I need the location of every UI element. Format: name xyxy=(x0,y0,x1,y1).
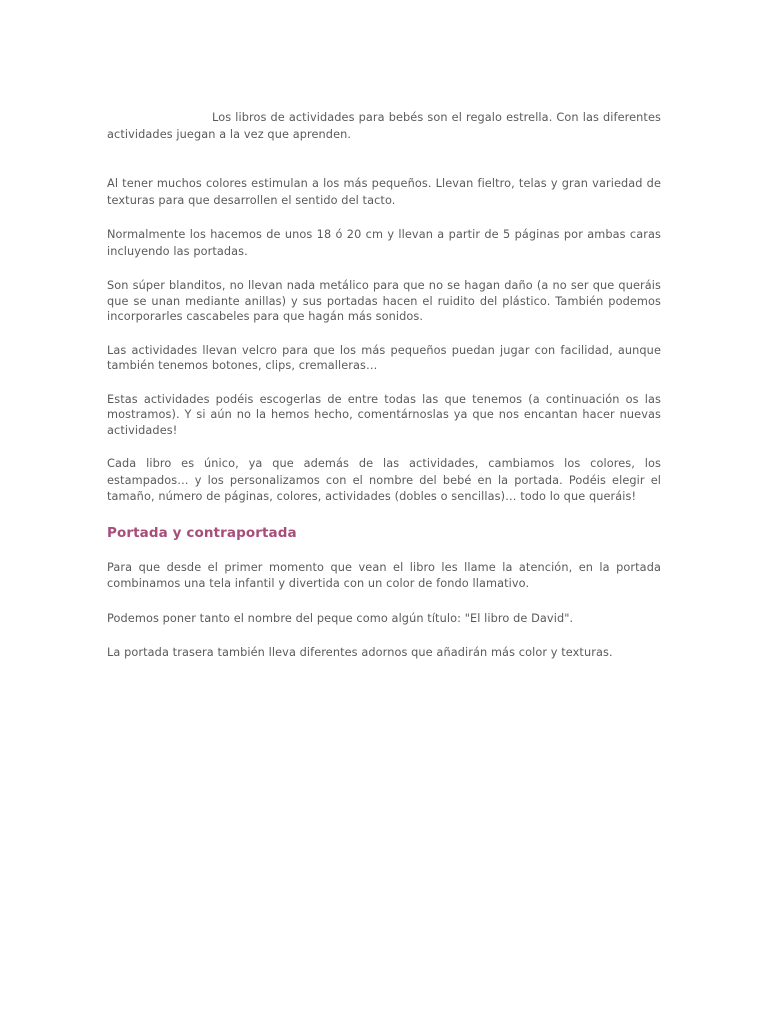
paragraph-soft: Son súper blanditos, no llevan nada metálico para que no se hagan daño (a no ser que queráis que se unan mediante anillas) y sus portadas hacen el ruidito del plástico. También podemos incorporarles cascabeles para que hagán más sonidos. xyxy=(107,279,661,323)
document-page xyxy=(107,110,661,662)
paragraph-cover: Para que desde el primer momento que vean el libro les llame la atención, en la portada combinamos una tela infantil y divertida con un color de fondo llamativo. xyxy=(107,560,661,590)
paragraph-back: La portada trasera también lleva diferentes adornos que añadirán más color y texturas. xyxy=(107,646,613,659)
paragraph-unique: Cada libro es único, ya que además de las actividades, cambiamos los colores, los estampados… y los personalizamos con el nombre del bebé en la portada. Podéis elegir el tamaño, número de páginas, colores, actividades (dobles o sencillas)… todo lo que queráis! xyxy=(107,457,661,503)
paragraph-size: Normalmente los hacemos de unos 18 ó 20 cm y llevan a partir de 5 páginas por ambas caras incluyendo las portadas. xyxy=(107,228,661,258)
paragraph-intro: Los libros de actividades para bebés son el regalo estrella. Con las diferentes actividades juegan a la vez que aprenden. xyxy=(107,111,661,141)
paragraph-colors: Al tener muchos colores estimulan a los más pequeños. Llevan fieltro, telas y gran variedad de texturas para que desarrollen el sentido del tacto. xyxy=(107,177,661,207)
paragraph-title: Podemos poner tanto el nombre del peque como algún título: "El libro de David". xyxy=(107,611,574,625)
paragraph-velcro: Las actividades llevan velcro para que los más pequeños puedan jugar con facilidad, aunque también tenemos botones, clips, cremalleras… xyxy=(107,343,661,372)
paragraph-choose: Estas actividades podéis escogerlas de entre todas las que tenemos (a continuación os las mostramos). Y si aún no la hemos hecho, comentárnoslas ya que nos encantan hacer nuevas actividades! xyxy=(107,392,661,437)
section-heading: Portada y contraportada xyxy=(107,524,297,541)
